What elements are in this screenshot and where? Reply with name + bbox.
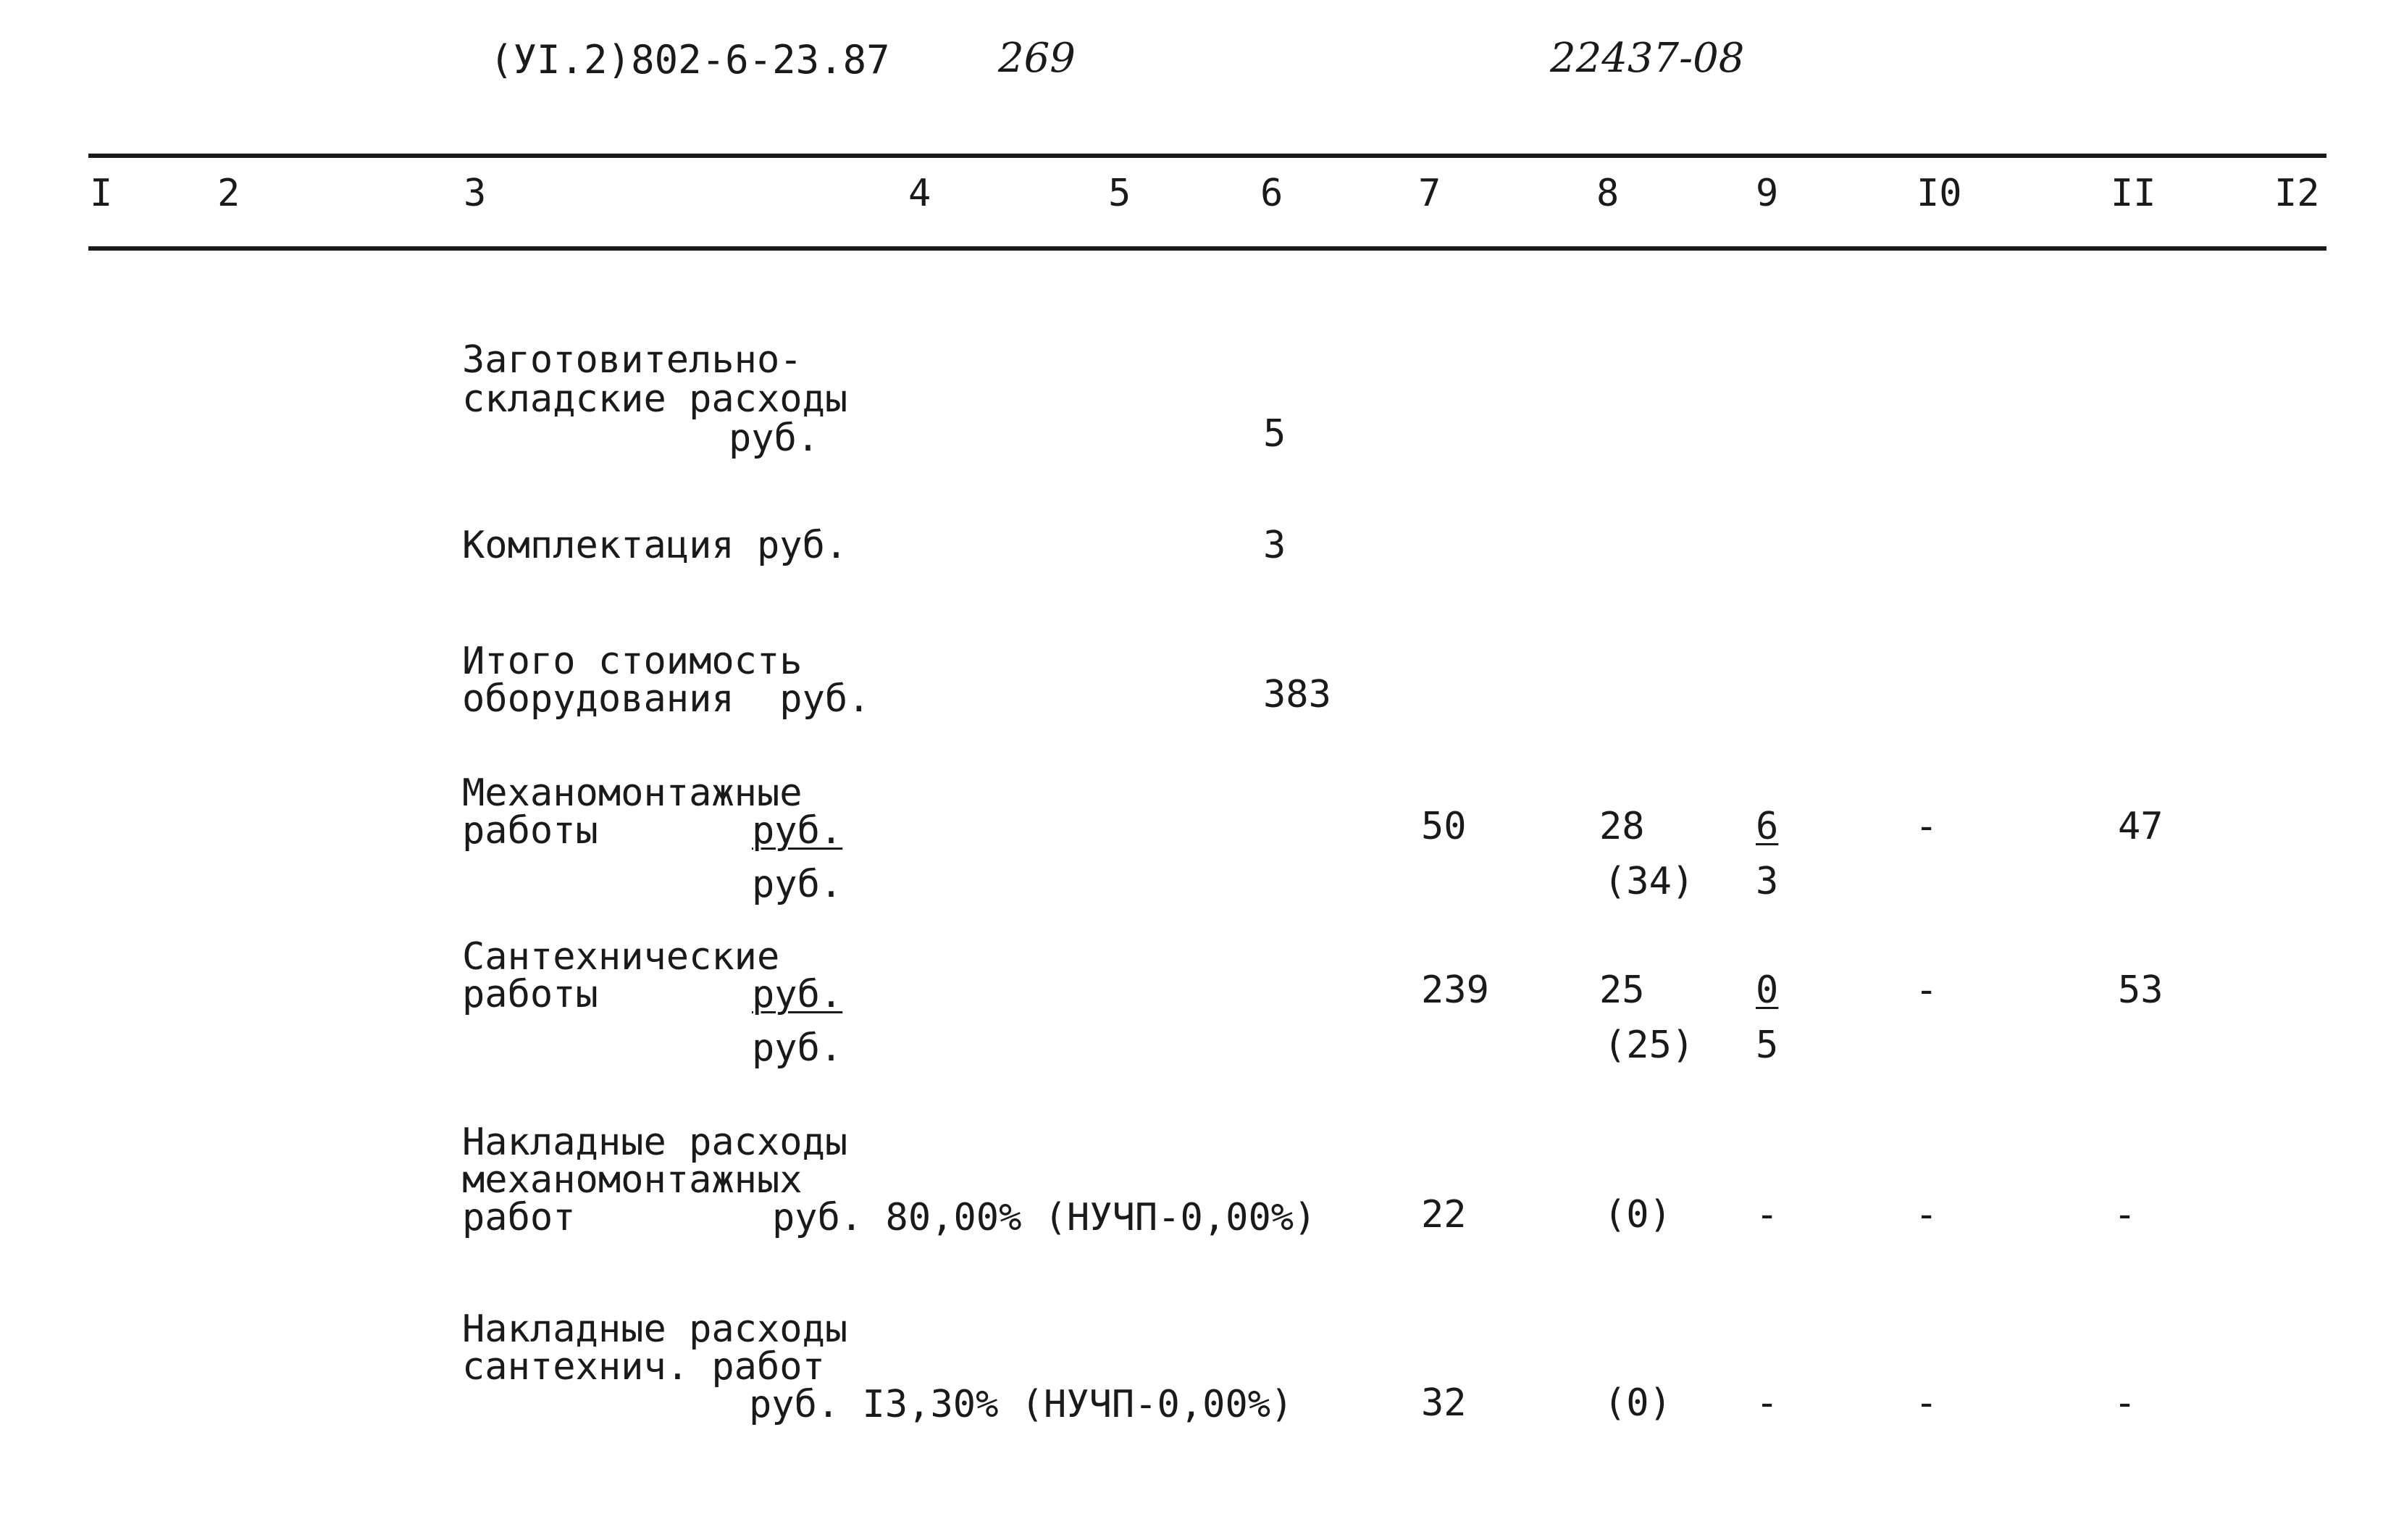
unit-rate: руб. I3,30% (НУЧП-0,00%)	[749, 1383, 1294, 1426]
cell-col9: -	[1756, 1381, 1779, 1425]
cell-col6: 383	[1263, 673, 1331, 716]
page-number: 269	[998, 35, 1076, 82]
row-label: Заготовительно-	[462, 338, 803, 382]
cell-col10: -	[1915, 1381, 1938, 1425]
cell-col8: (0)	[1604, 1381, 1672, 1425]
column-header: 9	[1756, 172, 1779, 215]
column-header: 2	[217, 172, 240, 215]
column-header: I2	[2274, 172, 2320, 215]
cell-col8: (34)	[1604, 860, 1695, 903]
cell-col9: 3	[1756, 860, 1779, 903]
cell-col7: 239	[1421, 968, 1489, 1012]
row-label: механомонтажных	[462, 1158, 803, 1202]
cell-col8: (0)	[1604, 1193, 1672, 1236]
column-header: 4	[908, 172, 931, 215]
cell-col11: -	[2114, 1193, 2137, 1236]
column-header: 8	[1596, 172, 1620, 215]
unit-rate: руб. 80,00% (НУЧП-0,00%)	[772, 1196, 1317, 1239]
cell-col10: -	[1915, 968, 1938, 1012]
cell-col11: -	[2114, 1381, 2137, 1425]
unit-label: руб.	[752, 863, 843, 906]
cell-col8: 28	[1599, 805, 1645, 848]
row-label: Механомонтажные	[462, 771, 803, 815]
unit-label: руб.	[752, 809, 843, 853]
cell-col6: 5	[1263, 412, 1286, 456]
document-code: (УI.2)802-6-23.87	[490, 37, 890, 83]
cell-col7: 22	[1421, 1193, 1467, 1236]
cell-col8: (25)	[1604, 1024, 1695, 1067]
column-header: 5	[1108, 172, 1131, 215]
unit-label: руб.	[752, 1026, 843, 1070]
cell-col9: 0	[1756, 968, 1779, 1012]
cell-col11: 47	[2118, 805, 2163, 848]
column-header: 7	[1418, 172, 1441, 215]
cell-col8: 25	[1599, 968, 1645, 1012]
row-label: Комплектация руб.	[462, 524, 848, 567]
cell-col10: -	[1915, 805, 1938, 848]
row-label: Накладные расходы	[462, 1307, 848, 1351]
row-label: Итого стоимость	[462, 640, 803, 683]
row-label: работы	[462, 809, 598, 853]
row-label: Накладные расходы	[462, 1121, 848, 1164]
row-label: работы	[462, 973, 598, 1016]
cell-col7: 32	[1421, 1381, 1467, 1425]
cell-col9: 6	[1756, 805, 1779, 848]
column-header: 3	[464, 172, 487, 215]
cell-col9: 5	[1756, 1024, 1779, 1067]
document-number: 22437-08	[1550, 35, 1745, 82]
row-label: оборудования руб.	[462, 677, 871, 721]
row-label: Сантехнические	[462, 935, 780, 979]
cell-col7: 50	[1421, 805, 1467, 848]
column-header: II	[2111, 172, 2156, 215]
table-header-rule	[88, 246, 2326, 251]
cell-col11: 53	[2118, 968, 2163, 1012]
column-header: 6	[1260, 172, 1283, 215]
cell-col10: -	[1915, 1193, 1938, 1236]
row-label: работ	[462, 1196, 576, 1239]
row-label: сантехнич. работ	[462, 1345, 825, 1389]
unit-label: руб.	[729, 417, 820, 460]
row-label: складские расходы	[462, 377, 848, 421]
column-header: I	[90, 172, 113, 215]
table-top-rule	[88, 154, 2326, 158]
column-header: I0	[1917, 172, 1962, 215]
cell-col6: 3	[1263, 524, 1286, 567]
cell-col9: -	[1756, 1193, 1779, 1236]
unit-label: руб.	[752, 973, 843, 1016]
